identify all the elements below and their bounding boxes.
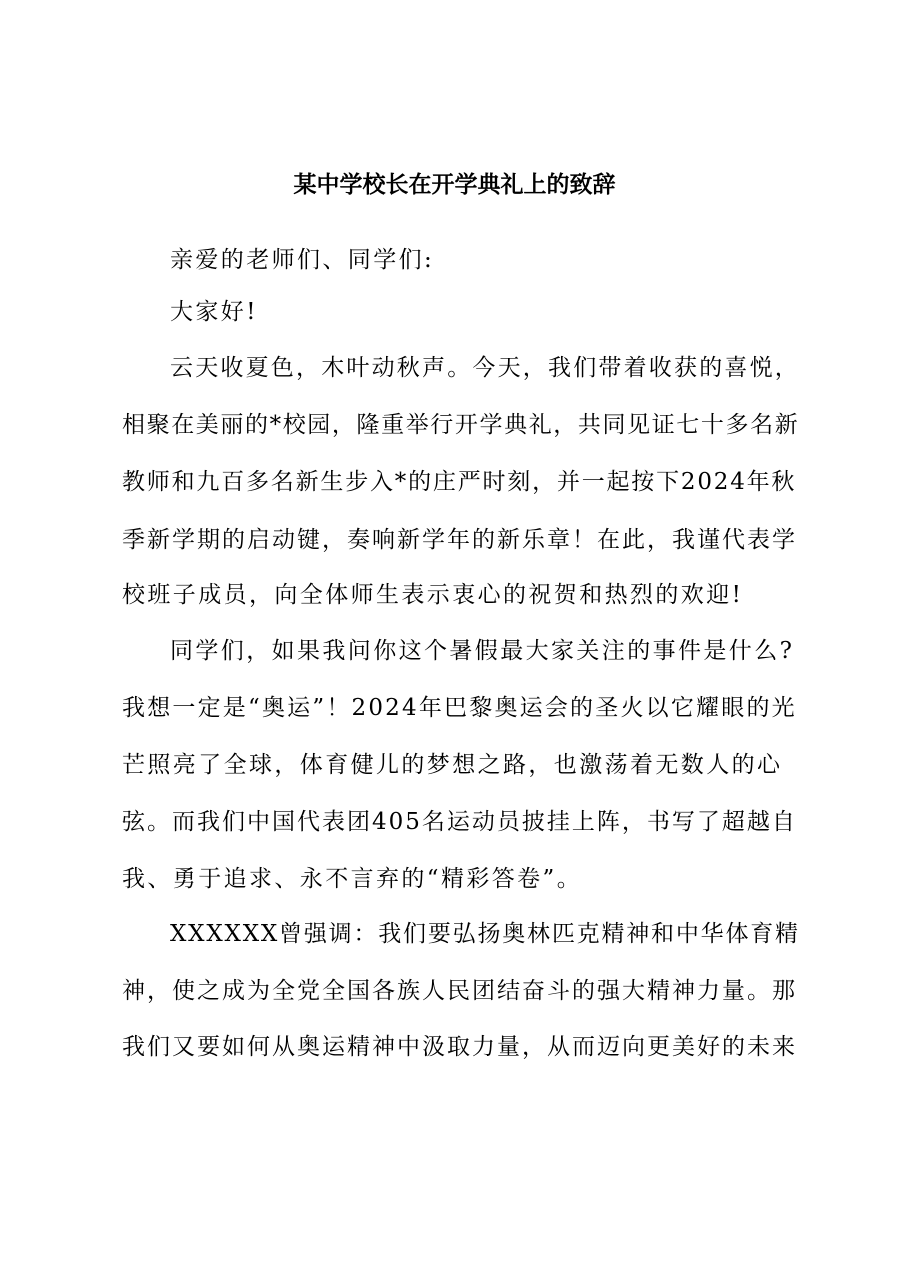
paragraph-line: 相聚在美丽的*校园，隆重举行开学典礼，共同见证七十多名新 [122,412,800,438]
paragraph-line: 我想一定是“奥运”！2024年巴黎奥运会的圣火以它耀眼的光 [122,695,797,721]
paragraph-line: 校班子成员，向全体师生表示衷心的祝贺和热烈的欢迎! [122,582,744,608]
paragraph-line: 云天收夏色，木叶动秋声。今天，我们带着收获的喜悦， [170,355,800,381]
paragraph-line: 我们又要如何从奥运精神中汲取力量，从而迈向更美好的未来 [122,1034,797,1060]
paragraph-line: 我、勇于追求、永不言弃的“精彩答卷”。 [122,866,583,892]
paragraph-line: 芒照亮了全球，体育健儿的梦想之路，也激荡着无数人的心 [122,752,783,778]
greeting-line: 大家好! [170,299,258,325]
salutation-line: 亲爱的老师们、同学们: [170,247,435,273]
paragraph-line: 弦。而我们中国代表团405名运动员披挂上阵，书写了超越自 [122,809,797,835]
paragraph-line: 季新学期的启动键，奏响新学年的新乐章！在此，我谨代表学 [122,527,797,553]
paragraph-line: 教师和九百多名新生步入*的庄严时刻，并一起按下2024年秋 [122,469,797,495]
document-title: 某中学校长在开学典礼上的致辞 [293,171,616,198]
paragraph-line: 神，使之成为全党全国各族人民团结奋斗的强大精神力量。那 [122,978,797,1004]
paragraph-line: 同学们，如果我问你这个暑假最大家关注的事件是什么? [170,638,795,664]
paragraph-line: XXXXXX曾强调：我们要弘扬奥林匹克精神和中华体育精 [170,921,800,947]
